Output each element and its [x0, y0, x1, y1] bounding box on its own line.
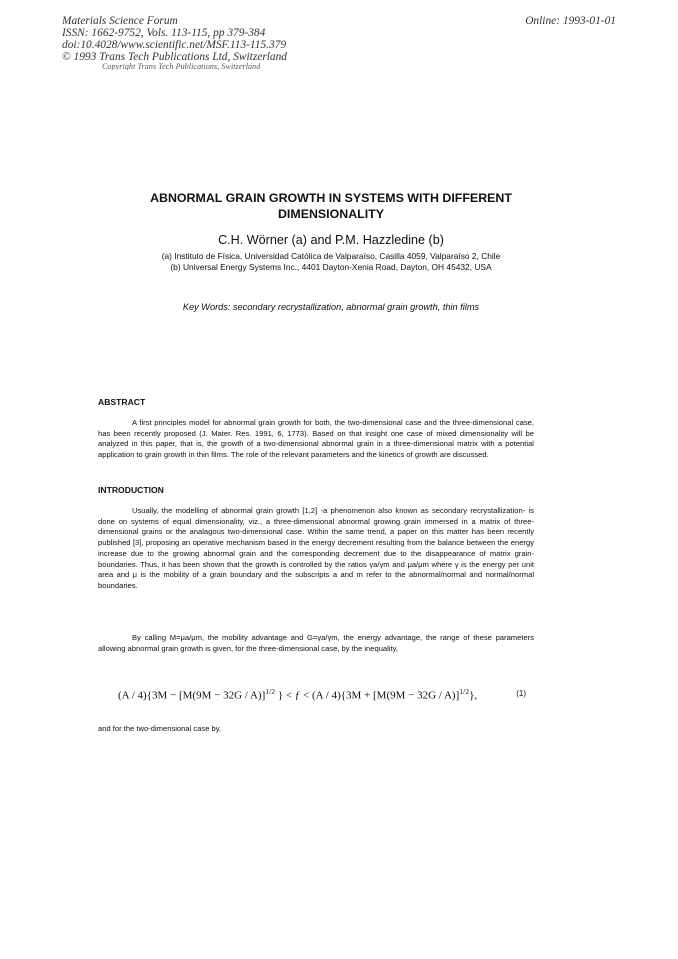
copyright-strip: Copyright Trans Tech Publications, Switzerland — [102, 62, 261, 70]
after-equation-text: and for the two-dimensional case by, — [98, 724, 222, 733]
online-date: Online: 1993-01-01 — [525, 15, 616, 27]
equation-exponent-1: 1/2 — [265, 687, 276, 696]
affiliations — [96, 251, 566, 273]
journal-name: Materials Science Forum — [62, 15, 178, 27]
introduction-heading: INTRODUCTION — [98, 485, 164, 495]
intro-paragraph-2: By calling M=μa/μm, the mobility advantage and G=γa/γm, the energy advantage, the range of these parameters allowing abnormal grain growth is given, for the three-dimensional case, by the inequality, — [98, 633, 534, 653]
paper-authors: C.H. Wörner (a) and P.M. Hazzledine (b) — [218, 233, 444, 247]
affiliation-b: (b) Universal Energy Systems Inc., 4401 Dayton-Xenia Road, Dayton, OH 45432, USA — [170, 262, 492, 272]
affiliation-a: (a) Instituto de Física, Universidad Católica de Valparaíso, Casilla 4059, Valparaíso 2, Chile — [161, 251, 501, 261]
intro-paragraph-1: Usually, the modelling of abnormal grain growth [1,2] -a phenomenon also known as secondary recrystallization- is done on systems of equal dimensionality, viz., a three-dimensional abnormal growing grain immersed in a matrix of three-dimensional grains or the analagous two-dimensional case. Within the same trend, a paper on this matter has been recently published [3], proposing an operative mechanism based in the energy decrement resulting from the balance between the energy increase due to the growing abnormal grain and the corresponding decrement due to the disappearance of matrix grain-boundaries. Thus, it has been shown that the growth is controlled by the ratios γa/γm and μa/μm where γ is the energy per unit area and μ is the mobility of a grain boundary and the subscripts a and m refer to the abnormal/normal and normal/normal boundaries. — [98, 506, 534, 590]
paper-title: ABNORMAL GRAIN GROWTH IN SYSTEMS WITH DIFFERENT DIMENSIONALITY — [150, 191, 512, 221]
equation-right: }, — [469, 689, 478, 702]
equation-exponent-2: 1/2 — [459, 687, 470, 696]
abstract-heading: ABSTRACT — [98, 397, 146, 407]
equation-body — [118, 687, 477, 702]
copyright-line: © 1993 Trans Tech Publications Ltd, Switzerland — [62, 51, 287, 63]
keywords: Key Words: secondary recrystallization, abnormal grain growth, thin films — [182, 302, 480, 312]
journal-meta — [62, 15, 287, 63]
equation-middle: } < ƒ < (A / 4){3M + [M(9M − 32G / A)] — [277, 689, 460, 702]
equation-1 — [98, 683, 534, 711]
doi-link[interactable]: doi:10.4028/www.scientific.net/MSF.113-115.379 — [62, 39, 287, 51]
equation-left: (A / 4){3M − [M(9M − 32G / A)] — [118, 689, 266, 702]
equation-number: (1) — [516, 689, 526, 698]
issn-line: ISSN: 1662-9752, Vols. 113-115, pp 379-384 — [62, 27, 266, 39]
abstract-text: A first principles model for abnormal grain growth for both, the two-dimensional case and the three-dimensional case, has been recently proposed (J. Mater. Res. 1991, 6, 1773). Based on that insight one case of mixed dimensionality will be analyzed in this paper, that is, the growth of a two-dimensional abnormal grain in a three-dimensional matrix with a potential application to grain growth in thin films. The role of the relevant parameters and the kinetics of growth are discussed. — [98, 418, 534, 460]
